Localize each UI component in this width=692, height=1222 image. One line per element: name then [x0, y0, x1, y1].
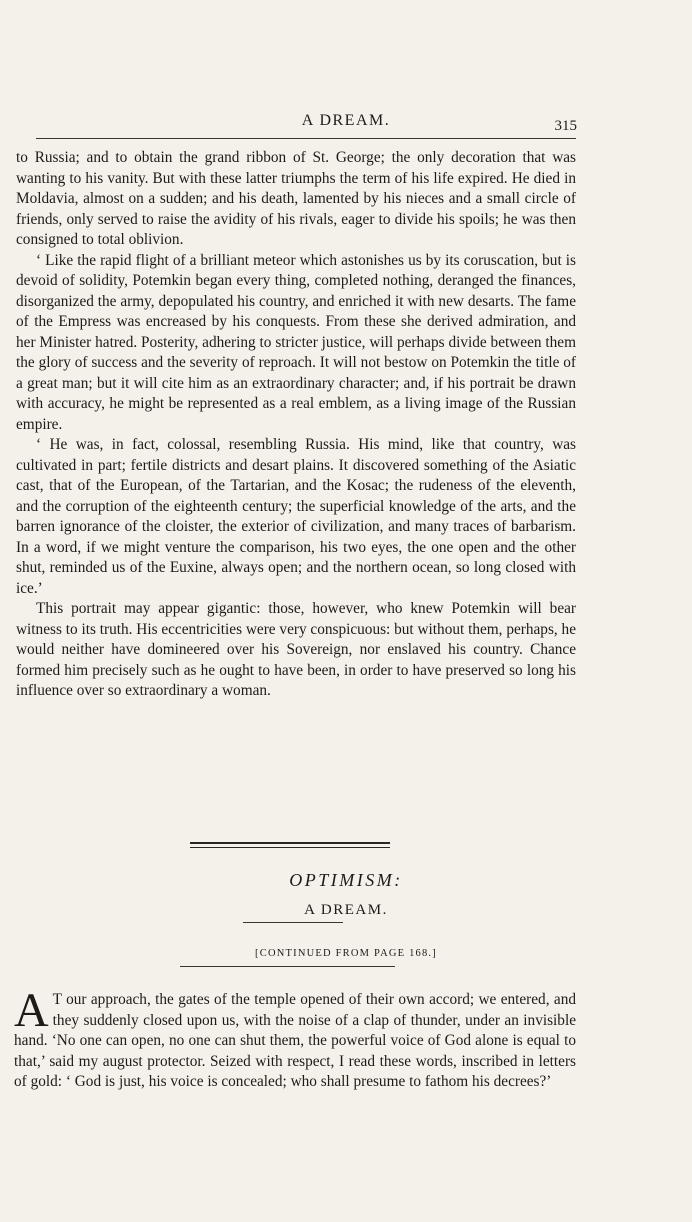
article-body [16, 148, 576, 702]
section-divider-thin [190, 847, 390, 848]
section-title: OPTIMISM: [289, 870, 403, 890]
page-number: 315 [554, 118, 577, 134]
running-head: A DREAM. [301, 112, 391, 129]
paragraph-3: ‘ He was, in fact, colossal, resembling Russia. His mind, like that country, was cultivated in part; fertile districts and desart plains. It discovered something of the Asiatic cast, that of the European, of the Tartarian, and the Kosac; the rudeness of the eleventh, and the corruption of the eighteenth century; the superficial knowledge of the arts, and the barren ignorance of the cloister, the exterior of civilization, and many traces of barbarism. In a word, if we might venture the comparison, his two eyes, the one open and the other shut, reminded us of the Euxine, always open; and the northern ocean, so long closed with ice.’ [16, 436, 576, 597]
section-divider-thick [190, 842, 390, 844]
paragraph-2: ‘ Like the rapid flight of a brilliant meteor which astonishes us by its coruscation, but is devoid of solidity, Potemkin began every thing, completed nothing, deranged the finances, disorganized the army, depopulated his country, and enriched it with new desarts. The fame of the Empress was encreased by his conquests. From these she derived admiration, and her Minister hatred. Posterity, adhering to stricter justice, will perhaps divide between them the glory of success and the severity of reproach. It will not bestow on Potemkin the title of a great man; but it will cite him as an extraordinary character; and, if his portrait be drawn with accuracy, he might be represented as a real emblem, as a living image of the Russian empire. [16, 251, 576, 433]
section-subtitle: A DREAM. [304, 902, 388, 918]
subtitle-underline [243, 922, 343, 923]
drop-cap: A [14, 984, 49, 1037]
continued-underline [180, 966, 395, 967]
paragraph-1: to Russia; and to obtain the grand ribbon of St. George; the only decoration that was wanting to his vanity. But with these latter triumphs the term of his life expired. He died in Moldavia, almost on a sudden; and his death, lamented by his nieces and a small circle of friends, only served to raise the avidity of his rivals, eager to divide his spoils; he was then consigned to total oblivion. [16, 149, 576, 248]
story-paragraph [14, 984, 576, 1093]
story-body [14, 984, 576, 1093]
paragraph-4: This portrait may appear gigantic: those, however, who knew Potemkin will bear witness to its truth. His eccentricities were very conspicuous: but without them, perhaps, he would neither have domineered over his Sovereign, nor enslaved his country. Chance formed him precisely such as he ought to have been, in order to have preserved so long his influence over so extraordinary a woman. [16, 600, 576, 699]
story-text: T our approach, the gates of the temple opened of their own accord; we entered, and they suddenly closed upon us, with the noise of a clap of thunder, under an invisible hand. ‘No one can open, no one can shut them, the powerful voice of God alone is equal to that,’ said my august protector. Seized with respect, I read these words, inscribed in letters of gold: ‘ God is just, his voice is concealed; who shall presume to fathom his decrees?’ [14, 991, 576, 1090]
continued-note: [CONTINUED FROM PAGE 168.] [255, 948, 437, 959]
header-rule [36, 138, 576, 139]
